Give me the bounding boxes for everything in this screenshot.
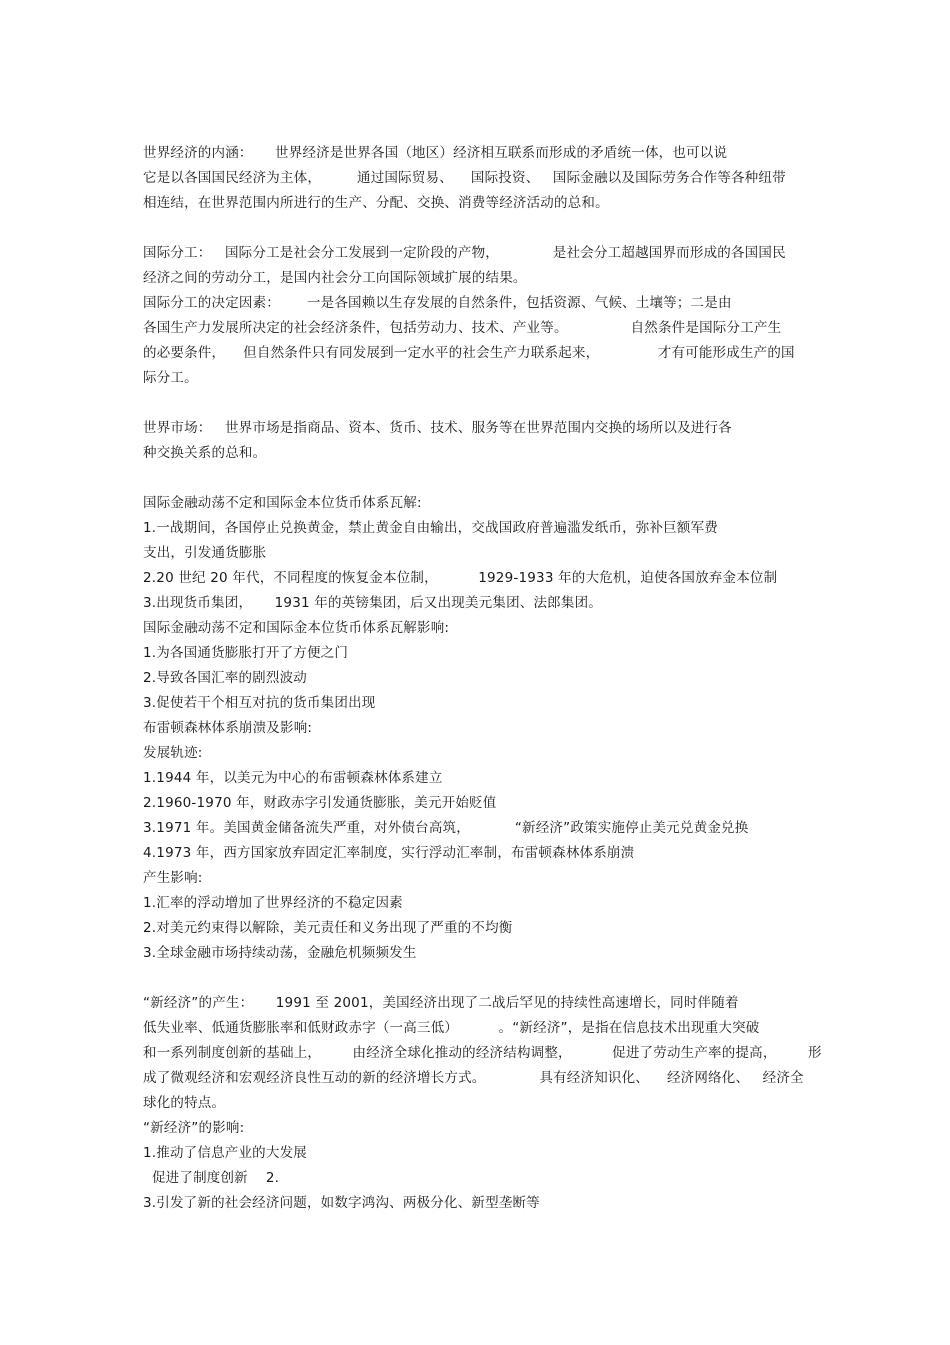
text-line: 它是以各国国民经济为主体， 通过国际贸易、 国际投资、 国际金融以及国际劳务合作等各种纽带: [143, 170, 786, 186]
text-line: 产生影响:: [143, 870, 203, 886]
text-line: 世界经济的内涵： 世界经济是世界各国（地区）经济相互联系而形成的矛盾统一体，也可以说: [143, 145, 728, 161]
text-line: “新经济”的影响:: [143, 1120, 245, 1136]
text-line: 和一系列制度创新的基础上， 由经济全球化推动的经济结构调整， 促进了劳动生产率的提高， 形: [143, 1045, 822, 1061]
text-line: 成了微观经济和宏观经济良性互动的新的经济增长方式。 具有经济知识化、 经济网络化、 经济全: [143, 1070, 804, 1086]
text-line: 3.促使若干个相互对抗的货币集团出现: [143, 695, 376, 711]
text-line: 1.1944 年，以美元为中心的布雷顿森林体系建立: [143, 770, 443, 786]
text-line: 发展轨迹:: [143, 745, 203, 761]
text-line: 低失业率、低通货膨胀率和低财政赤字（一高三低） 。“新经济”，是指在信息技术出现重大突破: [143, 1020, 760, 1036]
text-line: 3.出现货币集团， 1931 年的英镑集团，后又出现美元集团、法郎集团。: [143, 595, 602, 611]
text-line: 1.汇率的浮动增加了世界经济的不稳定因素: [143, 895, 403, 911]
text-line: “新经济”的产生： 1991 至 2001，美国经济出现了二战后罕见的持续性高速增长，同时伴随着: [143, 995, 739, 1011]
text-line: 支出，引发通货膨胀: [143, 545, 267, 561]
text-line: 的必要条件， 但自然条件只有同发展到一定水平的社会生产力联系起来， 才有可能形成生产的国: [143, 345, 795, 361]
text-line: 1.一战期间，各国停止兑换黄金，禁止黄金自由输出，交战国政府普遍滥发纸币，弥补巨额军费: [143, 520, 718, 536]
text-line: 国际金融动荡不定和国际金本位货币体系瓦解:: [143, 495, 422, 511]
text-line: 国际金融动荡不定和国际金本位货币体系瓦解影响:: [143, 620, 450, 636]
text-line: 2.对美元约束得以解除，美元责任和义务出现了严重的不均衡: [143, 920, 513, 936]
text-line: 世界市场： 世界市场是指商品、资本、货币、技术、服务等在世界范围内交换的场所以及进行各: [143, 420, 732, 436]
text-line: 际分工。: [143, 370, 198, 386]
text-line: 球化的特点。: [143, 1095, 226, 1111]
text-line: 国际分工的决定因素： 一是各国赖以生存发展的自然条件，包括资源、气候、土壤等；二是由: [143, 295, 732, 311]
text-line: 1.为各国通货膨胀打开了方便之门: [143, 645, 349, 661]
text-line: 2.20 世纪 20 年代，不同程度的恢复金本位制， 1929-1933 年的大危机，迫使各国放弃金本位制: [143, 570, 778, 586]
text-line: 3.全球金融市场持续动荡，金融危机频频发生: [143, 945, 417, 961]
text-line: 4.1973 年，西方国家放弃固定汇率制度，实行浮动汇率制，布雷顿森林体系崩溃: [143, 845, 635, 861]
text-line: 促进了制度创新 2.: [143, 1170, 280, 1186]
text-line: 2.1960-1970 年，财政赤字引发通货膨胀，美元开始贬值: [143, 795, 497, 811]
text-line: 1.推动了信息产业的大发展: [143, 1145, 307, 1161]
text-line: 3.引发了新的社会经济问题，如数字鸿沟、两极分化、新型垄断等: [143, 1195, 540, 1211]
text-line: 国际分工： 国际分工是社会分工发展到一定阶段的产物， 是社会分工超越国界而形成的各国国民: [143, 245, 786, 261]
text-line: 种交换关系的总和。: [143, 445, 267, 461]
text-line: 各国生产力发展所决定的社会经济条件，包括劳动力、技术、产业等。 自然条件是国际分工产生: [143, 320, 782, 336]
text-line: 经济之间的劳动分工，是国内社会分工向国际领域扩展的结果。: [143, 270, 527, 286]
text-line: 3.1971 年。美国黄金储备流失严重，对外债台高筑， “新经济”政策实施停止美元兑黄金兑换: [143, 820, 749, 836]
text-line: 相连结，在世界范围内所进行的生产、分配、交换、消费等经济活动的总和。: [143, 195, 609, 211]
text-line: 2.导致各国汇率的剧烈波动: [143, 670, 307, 686]
text-line: 布雷顿森林体系崩溃及影响:: [143, 720, 313, 736]
